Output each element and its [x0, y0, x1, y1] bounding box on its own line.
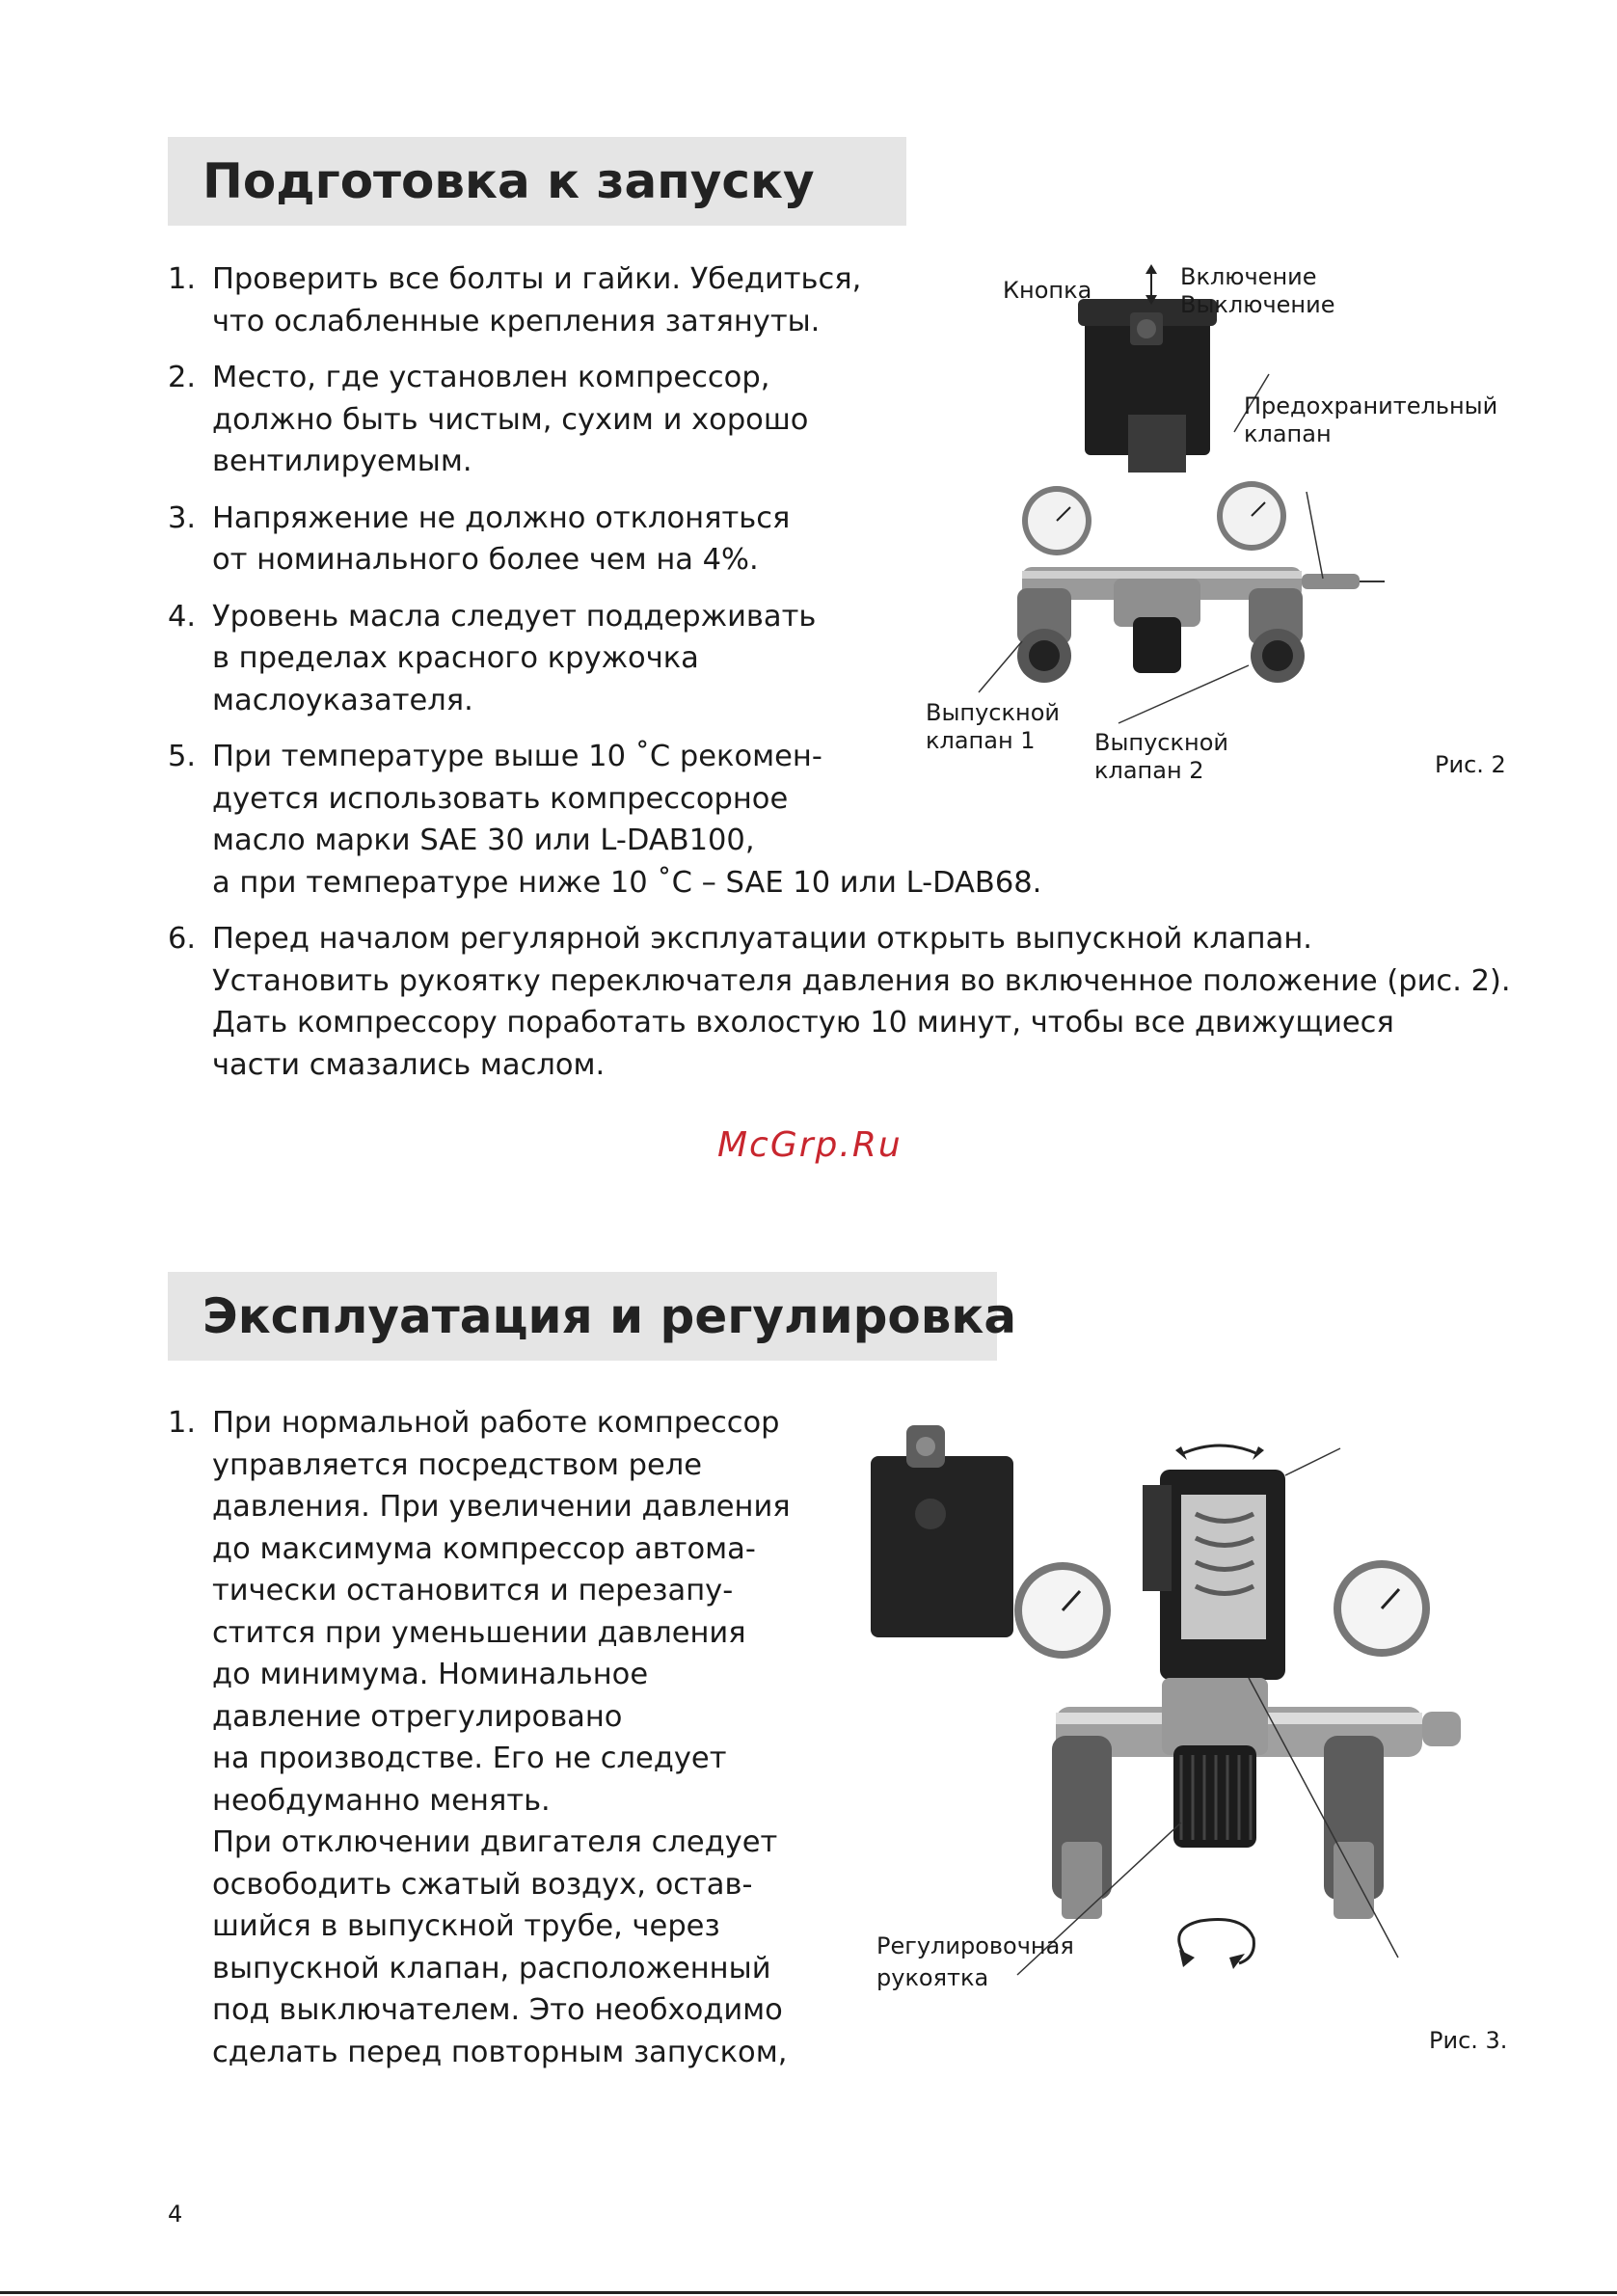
- step-line: выпускной клапан, расположенный: [212, 1951, 771, 1985]
- step-number: 6.: [168, 922, 197, 956]
- step-line: Дать компрессору поработать вхолостую 10 минут, чтобы все движущиеся: [212, 1006, 1394, 1040]
- pressure-switch-figure-2: [916, 260, 1417, 762]
- step-line: масло марки SAE 30 или L-DAB100,: [212, 824, 755, 857]
- step-line: Напряжение не должно отклоняться: [212, 500, 791, 535]
- rotate-arrow-icon: [1175, 1445, 1264, 1460]
- page-bottom-rule: [0, 2291, 1617, 2294]
- step-number: 3.: [168, 500, 197, 535]
- operation-steps-list: [168, 1402, 843, 2073]
- rotate-arrow-icon: [1179, 1919, 1254, 1969]
- fig2-label-on: Включение: [1180, 263, 1317, 290]
- step-line: При отключении двигателя следует: [212, 1825, 778, 1859]
- step-line: сделать перед повторным запуском,: [212, 2035, 788, 2069]
- step-line: от номинального более чем на 4%.: [212, 543, 759, 577]
- step-line: в пределах красного кружочка: [212, 641, 699, 675]
- step-line: маслоуказателя.: [212, 683, 473, 717]
- step-number: 1.: [168, 262, 197, 296]
- step-line: а при температуре ниже 10 ˚С – SAE 10 или L-DAB68.: [212, 865, 1042, 900]
- step-number: 1.: [168, 1406, 197, 1440]
- step-line: вентилируемым.: [212, 445, 472, 478]
- list-item: [168, 1402, 843, 2073]
- section-heading-operation: Эксплуатация и регулировка: [168, 1272, 997, 1361]
- step-line: давления. При увеличении давления: [212, 1490, 791, 1524]
- step-line: управляется посредством реле: [212, 1447, 703, 1482]
- fig2-label-safety-valve-1: Предохранительный: [1244, 392, 1498, 419]
- step-number: 4.: [168, 599, 197, 634]
- step-line: части смазались маслом.: [212, 1047, 606, 1082]
- label-leader-line: [1285, 1448, 1340, 1475]
- step-line: под выключателем. Это необходимо: [212, 1993, 783, 2027]
- fig2-label-outlet-1-line2: клапан 1: [926, 727, 1036, 754]
- pressure-switch-figure-3: [863, 1418, 1470, 2006]
- fig3-label-knob-2: рукоятка: [876, 1964, 989, 1991]
- fig3-label-knob-1: Регулировочная: [876, 1932, 1074, 1959]
- label-leader-line: [1118, 665, 1249, 723]
- step-line: Уровень масла следует поддерживать: [212, 599, 817, 634]
- step-line: необдуманно менять.: [212, 1783, 551, 1818]
- step-line: давление отрегулировано: [212, 1699, 623, 1734]
- step-line: стится при уменьшении давления: [212, 1615, 746, 1650]
- fig2-label-outlet-2-line1: Выпускной: [1094, 729, 1228, 756]
- label-leader-line: [1307, 492, 1323, 579]
- step-line: освободить сжатый воздух, остав-: [212, 1867, 753, 1902]
- page-number: 4: [168, 2201, 183, 2228]
- fig2-label-outlet-2-line2: клапан 2: [1094, 757, 1204, 784]
- step-line: дуется использовать компрессорное: [212, 781, 789, 816]
- step-line: шийся в выпускной трубе, через: [212, 1909, 720, 1943]
- step-line: Установить рукоятку переключателя давления во включенное положение (рис. 2).: [212, 963, 1511, 998]
- fig2-caption: Рис. 2: [1435, 751, 1506, 778]
- step-line: должно быть чистым, сухим и хорошо: [212, 402, 809, 437]
- step-line: что ослабленные крепления затянуты.: [212, 304, 821, 338]
- step-line: Проверить все болты и гайки. Убедиться,: [212, 262, 862, 296]
- fig2-label-safety-valve-2: клапан: [1244, 420, 1332, 447]
- step-line: на производстве. Его не следует: [212, 1742, 727, 1775]
- step-number: 2.: [168, 361, 197, 394]
- section-heading-preparation: Подготовка к запуску: [168, 137, 906, 226]
- step-line: до максимума компрессор автома-: [212, 1531, 756, 1566]
- step-line: до минимума. Номинальное: [212, 1658, 649, 1691]
- step-line: Место, где установлен компрессор,: [212, 361, 770, 394]
- step-number: 5.: [168, 740, 197, 773]
- fig2-label-button: Кнопка: [1003, 277, 1092, 304]
- watermark: McGrp.Ru: [717, 1125, 903, 1165]
- step-line: Перед началом регулярной эксплуатации открыть выпускной клапан.: [212, 922, 1312, 956]
- fig3-caption: Рис. 3.: [1429, 2027, 1508, 2054]
- list-item: [168, 918, 1537, 1086]
- step-line: При температуре выше 10 ˚С рекомен-: [212, 740, 822, 773]
- fig2-label-off: Выключение: [1180, 291, 1335, 318]
- step-line: тически остановится и перезапу-: [212, 1574, 734, 1607]
- step-line: При нормальной работе компрессор: [212, 1406, 780, 1440]
- up-down-arrow-icon: [1145, 264, 1157, 305]
- label-leader-line: [979, 641, 1022, 692]
- fig2-label-outlet-1-line1: Выпускной: [926, 699, 1060, 726]
